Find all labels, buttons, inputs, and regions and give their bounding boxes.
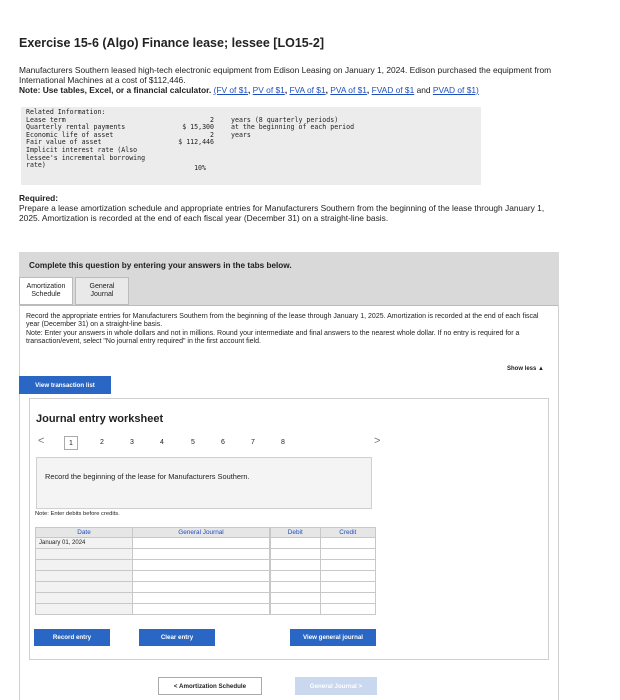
link-fvad[interactable]: FVAD of $1 — [371, 85, 415, 95]
info-label: rate) — [26, 161, 46, 170]
date-cell[interactable] — [36, 582, 133, 593]
info-heading: Related Information: — [26, 108, 106, 116]
account-cell[interactable] — [133, 593, 270, 604]
info-value: 2 — [210, 115, 214, 124]
page-2[interactable]: 2 — [100, 439, 104, 446]
info-label: lessee's incremental borrowing — [26, 153, 146, 162]
link-pv[interactable]: PV of $1 — [252, 85, 285, 95]
info-label: Lease term — [26, 115, 66, 124]
date-cell[interactable] — [36, 549, 133, 560]
required-text: Prepare a lease amortization schedule and appropriate entries for Manufacturers Southern from the beginning of the lease through January 1, 2025. Amortization is recorded at the end of each fiscal year (December 31) on a straight-line basis. — [19, 203, 545, 223]
link-fva[interactable]: FVA of $1 — [289, 85, 326, 95]
account-cell[interactable] — [133, 549, 270, 560]
info-unit: at the beginning of each period — [231, 123, 355, 132]
credit-cell[interactable] — [320, 538, 375, 549]
date-cell[interactable] — [36, 604, 133, 615]
date-column — [35, 527, 133, 615]
account-cell[interactable] — [133, 604, 270, 615]
debit-cell[interactable] — [271, 593, 321, 604]
info-value: $ 15,300 — [182, 123, 214, 132]
page-1[interactable]: 1 — [64, 436, 78, 450]
page-3[interactable]: 3 — [130, 439, 134, 446]
col-debit: Debit — [271, 528, 321, 538]
info-label: Quarterly rental payments — [26, 123, 126, 132]
intro-block — [19, 65, 559, 95]
tab-general-journal[interactable] — [75, 277, 129, 305]
show-less-toggle[interactable]: Show less ▲ — [507, 366, 544, 372]
link-pvad[interactable]: PVAD of $1) — [432, 85, 479, 95]
next-tab-button[interactable]: General Journal > — [295, 677, 377, 695]
required-heading: Required: — [19, 193, 59, 203]
credit-cell[interactable] — [320, 571, 375, 582]
account-cell[interactable] — [133, 582, 270, 593]
info-unit: years — [231, 130, 251, 139]
page-7[interactable]: 7 — [251, 439, 255, 446]
credit-cell[interactable] — [320, 549, 375, 560]
account-cell[interactable] — [133, 560, 270, 571]
tab-label: Amortization — [26, 283, 66, 290]
date-cell[interactable] — [36, 560, 133, 571]
debit-cell[interactable] — [271, 604, 321, 615]
credit-cell[interactable] — [320, 560, 375, 571]
tab-amortization-schedule[interactable] — [19, 277, 73, 305]
page-5[interactable]: 5 — [191, 439, 195, 446]
journal-instructions — [26, 313, 546, 347]
related-information — [21, 107, 481, 185]
link-pva[interactable]: PVA of $1 — [330, 85, 367, 95]
credit-cell[interactable] — [320, 582, 375, 593]
account-cell[interactable] — [133, 538, 270, 549]
debit-cell[interactable] — [271, 582, 321, 593]
journal-entry-worksheet — [29, 398, 549, 660]
debit-cell[interactable] — [271, 560, 321, 571]
info-value: 10% — [194, 164, 206, 173]
col-date: Date — [36, 528, 133, 538]
info-label: Fair value of asset — [26, 138, 102, 147]
col-general-journal: General Journal — [133, 528, 270, 538]
intro-note: Note: Use tables, Excel, or a financial calculator. (FV of $1, PV of $1, FVA of $1, PVA of $1, FVAD of $1 and PVAD of $1) — [19, 85, 479, 95]
date-cell[interactable] — [36, 593, 133, 604]
prev-entry-arrow-icon[interactable]: < — [38, 435, 45, 447]
debit-cell[interactable] — [271, 538, 321, 549]
tab-label: General — [89, 283, 115, 290]
date-cell[interactable] — [36, 571, 133, 582]
instruction-note: Note: Enter your answers in whole dollars and not in millions. Round your intermediate and final answers to the nearest whole dollar. If no entry is required for a transaction/event, select "No journal entry required" in the first account field. — [26, 329, 520, 346]
view-transaction-list-button[interactable]: View transaction list — [19, 376, 111, 394]
journal-column — [132, 527, 270, 615]
link-and: and — [416, 85, 431, 95]
next-entry-arrow-icon[interactable]: > — [374, 435, 381, 447]
intro-text: Manufacturers Southern leased high-tech electronic equipment from Edison Leasing on January 1, 2024. Edison purchased the equipment from International Machines at a cost of $112,446. — [19, 65, 552, 85]
exercise-title: Exercise 15-6 (Algo) Finance lease; lessee [LO15-2] — [19, 36, 324, 50]
view-general-journal-button[interactable]: View general journal — [290, 629, 376, 646]
intro-note-prefix: Note: Use tables, Excel, or a financial calculator. — [19, 85, 212, 95]
credit-cell[interactable] — [320, 604, 375, 615]
col-credit: Credit — [320, 528, 375, 538]
page-8[interactable]: 8 — [281, 439, 285, 446]
info-value: 2 — [210, 130, 214, 139]
account-cell[interactable] — [133, 571, 270, 582]
required-block — [19, 193, 564, 223]
clear-entry-button[interactable]: Clear entry — [139, 629, 215, 646]
info-label: Economic life of asset — [26, 130, 114, 139]
debit-cell[interactable] — [271, 571, 321, 582]
worksheet-title: Journal entry worksheet — [36, 413, 164, 425]
record-entry-button[interactable]: Record entry — [34, 629, 110, 646]
tab-label: Schedule — [31, 291, 61, 298]
link-fv[interactable]: (FV of $1 — [213, 85, 249, 95]
instruction-line: Record the appropriate entries for Manufacturers Southern from the beginning of the lease through January 1, 2025. Amortization is recorded at the end of each fiscal year (December 31) on a straight-line basis. — [26, 313, 539, 329]
amount-columns — [270, 527, 376, 615]
entry-description: Record the beginning of the lease for Manufacturers Southern. — [36, 457, 372, 509]
info-value: $ 112,446 — [178, 138, 214, 147]
info-unit: years (8 quarterly periods) — [231, 115, 339, 124]
credit-cell[interactable] — [320, 593, 375, 604]
date-cell[interactable]: January 01, 2024 — [36, 538, 133, 549]
debits-note: Note: Enter debits before credits. — [35, 511, 120, 517]
page-4[interactable]: 4 — [160, 439, 164, 446]
prev-tab-button[interactable]: < Amortization Schedule — [158, 677, 262, 695]
debit-cell[interactable] — [271, 549, 321, 560]
tab-label: Journal — [90, 291, 114, 298]
instructions-panel: Complete this question by entering your answers in the tabs below. — [19, 252, 559, 284]
page-6[interactable]: 6 — [221, 439, 225, 446]
info-label: Implicit interest rate (Also — [26, 145, 138, 154]
